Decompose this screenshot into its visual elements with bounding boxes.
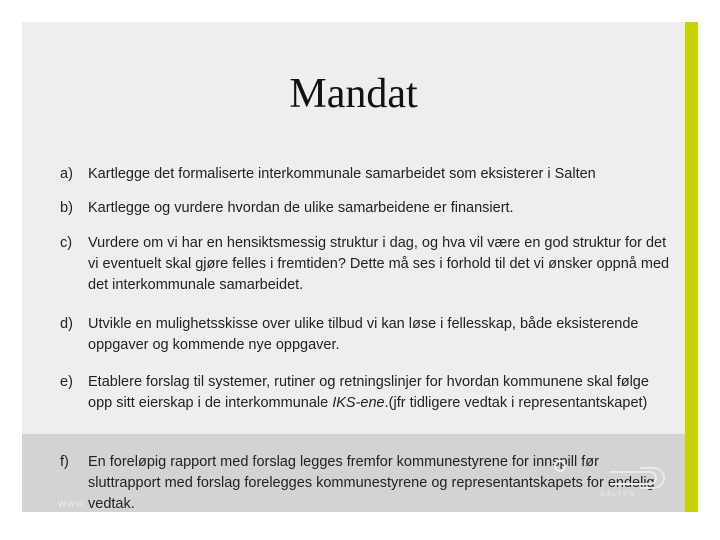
list-item-b	[60, 198, 670, 219]
list-item-d	[60, 314, 670, 356]
list-item-text: Kartlegge det formaliserte interkommunale samarbeidet som eksisterer i Salten	[88, 166, 596, 182]
list-item-a	[60, 164, 670, 185]
list-marker: a)	[60, 166, 73, 182]
salten-logo	[540, 458, 670, 498]
list-item-text: En foreløpig rapport med forslag legges fremfor kommunestyrene for innspill før sluttrapport med forslag forelegges kommunestyrene og representantskapets for endelig vedtak.	[88, 454, 655, 512]
accent-bar	[685, 22, 698, 512]
slide	[22, 22, 698, 512]
list-item-text: Kartlegge og vurdere hvordan de ulike samarbeidene er finansiert.	[88, 200, 514, 216]
slide-title: Mandat	[289, 71, 418, 117]
list-marker: b)	[60, 200, 73, 216]
watermark-url: www.	[58, 498, 89, 510]
list-item-text	[88, 372, 670, 414]
list-marker: d)	[60, 316, 73, 332]
list-item-c	[60, 233, 670, 296]
list-item-text-part: Etablere forslag til systemer, rutiner og retningslinjer for hvordan kommunene skal følge opp sitt eierskap i de interkommunale	[88, 374, 649, 411]
list-item-text: Vurdere om vi har en hensiktsmessig struktur i dag, og hva vil være en god struktur for det vi eventuelt skal gjøre felles i fremtiden? Dette må ses i forhold til det vi ønsker oppnå med det interkommunale samarbeidet.	[88, 235, 670, 293]
list-marker: c)	[60, 235, 73, 251]
list-marker: f)	[60, 454, 69, 470]
list-item-text-part: .(jfr tidligere vedtak i representantskapet)	[384, 395, 648, 411]
list-item-text-italic: IKS-ene	[332, 395, 385, 411]
list-marker: e)	[60, 374, 73, 390]
list-item-e	[60, 372, 670, 414]
list-item-text: Utvikle en mulighetsskisse over ulike tilbud vi kan løse i fellesskap, både eksisterende oppgaver og kommende nye oppgaver.	[88, 316, 639, 353]
salten-logo-text: SALTEN	[600, 491, 636, 498]
